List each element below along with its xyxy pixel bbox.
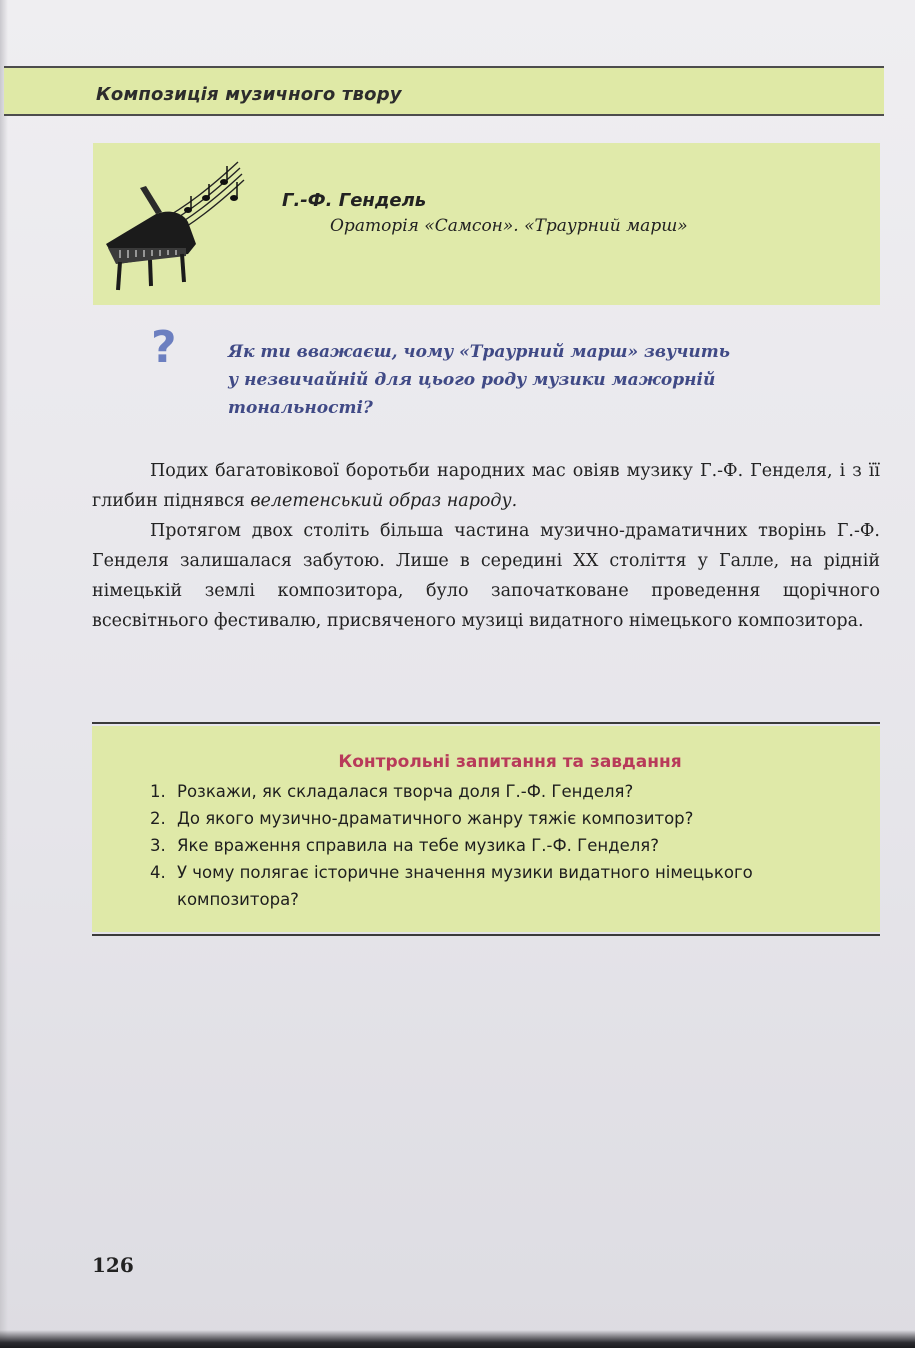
page-edge <box>0 0 8 1348</box>
divider-top <box>92 722 880 724</box>
question-mark-icon: ? <box>151 322 177 373</box>
item-number: 1. <box>150 782 166 801</box>
question-line: тональності? <box>228 398 373 418</box>
item-number: 4. <box>150 863 166 882</box>
item-text: До якого музично-драматичного жанру тяжіє композитор? <box>177 809 694 828</box>
paragraph-2: Протягом двох століть більша частина музично-драматичних творінь Г.-Ф. Генделя залишалася забутою. Лише в середині XX століття у Галле, на рідній німецькій землі композитора, було започатковане проведення щорічного всесвітнього фестивалю, присвяченого музиці видатного німецького композитора. <box>92 521 880 631</box>
list-item <box>150 805 870 832</box>
question-line: у незвичайній для цього роду музики мажорній <box>228 370 716 390</box>
item-text: Розкажи, як складалася творча доля Г.-Ф. Генделя? <box>177 782 634 801</box>
paragraph-1 <box>92 456 880 516</box>
list-item <box>150 859 870 913</box>
list-item <box>150 832 870 859</box>
question-text <box>228 338 828 422</box>
composer-work-title: Ораторія «Самсон». «Траурний марш» <box>330 216 688 236</box>
composer-name: Г.-Ф. Гендель <box>282 190 427 211</box>
item-number: 3. <box>150 836 166 855</box>
item-text: У чому полягає історичне значення музики видатного німецького композитора? <box>177 863 753 909</box>
paragraph-1-italic: велетенський образ народу. <box>250 491 518 511</box>
control-questions-list <box>150 778 870 913</box>
section-title: Композиція музичного твору <box>96 84 402 105</box>
control-questions-title: Контрольні запитання та завдання <box>338 752 682 772</box>
page-bottom-shadow <box>0 1330 915 1348</box>
body-text <box>92 456 880 636</box>
piano-with-notes-icon <box>96 152 246 297</box>
paragraph-1-text: Подих багатовікової боротьби народних мас овіяв музику Г.-Ф. Генделя, і з її глибин піднявся <box>92 461 880 511</box>
item-number: 2. <box>150 809 166 828</box>
item-text: Яке враження справила на тебе музика Г.-Ф. Генделя? <box>177 836 659 855</box>
question-line: Як ти вважаєш, чому «Траурний марш» звучить <box>228 342 730 362</box>
list-item <box>150 778 870 805</box>
divider-bottom <box>92 934 880 936</box>
page-number: 126 <box>92 1253 134 1277</box>
